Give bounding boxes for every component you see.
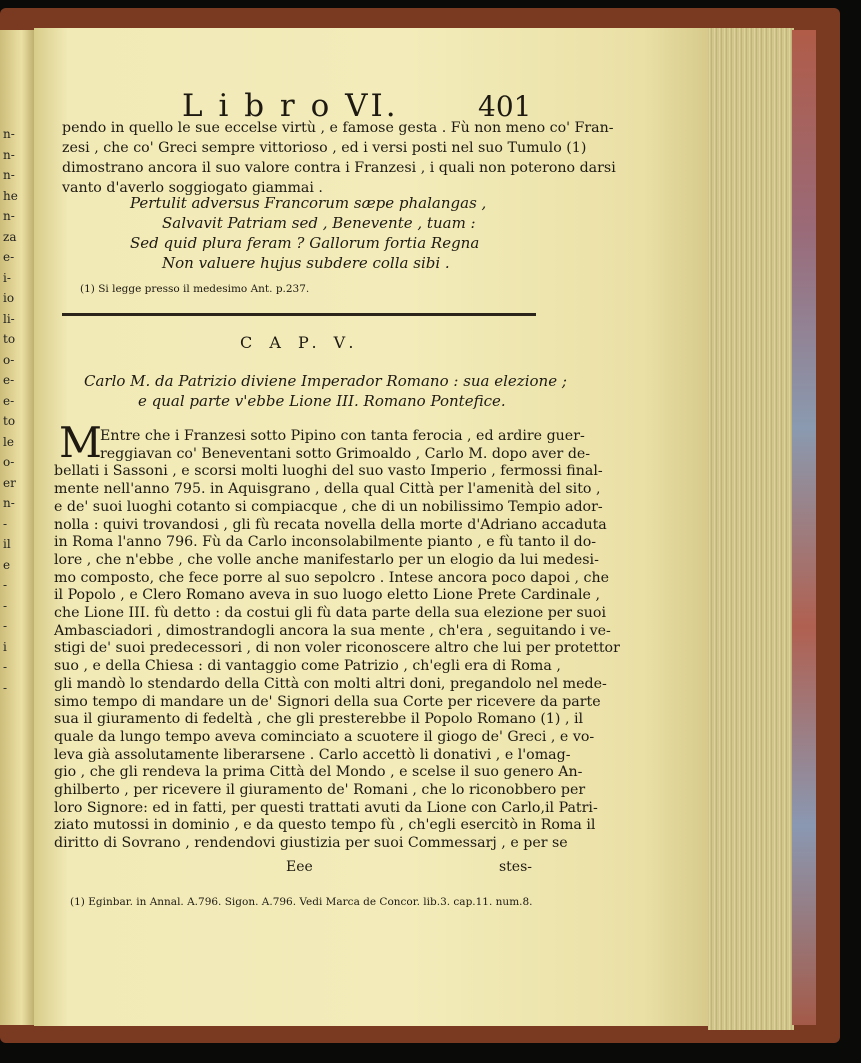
- body-line: nolla : quivi trovandosi , gli fù recata novella della morte d'Adriano accaduta: [54, 516, 607, 533]
- margin-fragment: n-: [3, 147, 15, 162]
- body-line: ghilberto , per ricevere il giuramento de' Romani , che lo riconobbero per: [54, 782, 586, 798]
- body-line: e de' suoi luoghi cotanto si compiacque , che di un nobilissimo Tempio ador-: [54, 498, 603, 515]
- body-line: simo tempo di mandare un de' Signori della sua Corte per ricevere da parte: [54, 693, 601, 710]
- margin-fragment: -: [3, 578, 8, 592]
- margin-fragment: e-: [3, 393, 15, 408]
- body-line: loro Signore: ed in fatti, per questi trattati avuti da Lione con Carlo,il Patri-: [54, 799, 598, 816]
- running-head: L i b r o VI.: [182, 88, 399, 124]
- margin-fragment: il: [3, 537, 11, 551]
- body-line: mente nell'anno 795. in Aquisgrano , della qual Città per l'amenità del sito ,: [54, 481, 601, 498]
- margin-fragment: li-: [3, 311, 15, 326]
- margin-fragment: le: [3, 434, 14, 449]
- verse-line: Non valuere hujus subdere colla sibi .: [162, 254, 450, 272]
- margin-fragment: i-: [3, 270, 11, 285]
- margin-fragment: -: [3, 598, 8, 613]
- top-line: dimostrano ancora il suo valore contra i Franzesi , i quali non poterono darsi: [62, 160, 616, 176]
- margin-fragment: -: [3, 619, 8, 633]
- body-line: leva già assolutamente liberarsene . Carlo accettò li donativi , e l'omag-: [54, 746, 571, 763]
- margin-fragment: n-: [3, 127, 15, 141]
- margin-fragment: e-: [3, 250, 15, 264]
- left-margin-fragments: [3, 124, 35, 698]
- margin-fragment: io: [3, 291, 15, 305]
- body-line: gli mandò lo stendardo della Città con molti altri doni, pregandolo nel mede-: [54, 675, 607, 692]
- body-line: ziato mutossi in dominio , e da questo tempo fù , ch'egli esercitò in Roma il: [54, 817, 596, 834]
- body-line: quale da lungo tempo aveva cominciato a scuotere il giogo de' Greci , e vo-: [54, 728, 595, 745]
- body-line: bellati i Sassoni , e scorsi molti luoghi del suo vasto Imperio , fermossi final-: [54, 463, 603, 480]
- marbled-edge: [792, 30, 816, 1025]
- body-line: sua il giuramento di fedeltà , che gli presterebbe il Popolo Romano (1) , il: [54, 711, 584, 728]
- body-line: reggiavan co' Beneventani sotto Grimoaldo , Carlo M. dopo aver de-: [100, 445, 591, 462]
- footnote: (1) Eginbar. in Annal. A.796. Sigon. A.796. Vedi Marca de Concor. lib.3. cap.11. num.8.: [70, 896, 533, 908]
- margin-fragment: e: [3, 557, 11, 572]
- margin-fragment: -: [3, 660, 8, 674]
- signature-mark: Eee: [286, 859, 313, 875]
- top-line: pendo in quello le sue eccelse virtù , e famose gesta . Fù non meno co' Fran-: [62, 120, 614, 136]
- margin-fragment: to: [3, 332, 16, 346]
- verse-line: Sed quid plura feram ? Gallorum fortia Regna: [130, 234, 480, 252]
- body-line: che Lione III. fù detto : da costui gli fù data parte della sua elezione per suoi: [54, 605, 606, 621]
- margin-fragment: er: [3, 475, 16, 490]
- body-line: lore , che n'ebbe , che volle anche manifestarlo per un elogio da lui medesi-: [54, 551, 599, 568]
- page-block-edges: [708, 28, 794, 1030]
- margin-fragment: o-: [3, 352, 15, 367]
- body-line: Ambasciadori , dimostrandogli ancora la sua mente , ch'era , seguitando i ve-: [54, 622, 611, 639]
- margin-fragment: n-: [3, 209, 15, 223]
- chapter-subtitle: e qual parte v'ebbe Lione III. Romano Pontefice.: [138, 392, 506, 410]
- left-page-edge: [0, 30, 36, 1025]
- catchword: stes-: [499, 859, 533, 875]
- section-rule: [62, 313, 536, 316]
- verse-line: Pertulit adversus Francorum sæpe phalangas ,: [130, 194, 487, 212]
- drop-cap: M: [59, 418, 103, 467]
- chapter-subtitle: Carlo M. da Patrizio diviene Imperador Romano : sua elezione ;: [84, 372, 567, 390]
- margin-fragment: za: [3, 229, 17, 244]
- body-line: mo composto, che fece porre al suo sepolcro . Intese ancora poco dapoi , che: [54, 569, 609, 586]
- margin-fragment: to: [3, 414, 16, 428]
- margin-fragment: e-: [3, 373, 15, 387]
- body-line: Entre che i Franzesi sotto Pipino con tanta ferocia , ed ardire guer-: [100, 428, 585, 444]
- margin-fragment: n-: [3, 168, 15, 182]
- footnote: (1) Si legge presso il medesimo Ant. p.237.: [80, 283, 310, 295]
- body-line: in Roma l'anno 796. Fù da Carlo inconsolabilmente pianto , e fù tanto il do-: [54, 534, 597, 551]
- margin-fragment: he: [3, 188, 18, 203]
- margin-fragment: n-: [3, 496, 15, 510]
- margin-fragment: -: [3, 680, 8, 695]
- body-line: suo , e della Chiesa : di vantaggio come Patrizio , ch'egli era di Roma ,: [54, 658, 561, 675]
- body-line: il Popolo , e Clero Romano aveva in suo luogo eletto Lione Prete Cardinale ,: [54, 587, 600, 604]
- body-line: stigi de' suoi predecessori , di non voler riconoscere altro che lui per protettor: [54, 640, 620, 657]
- chapter-heading: C A P. V.: [240, 333, 360, 352]
- margin-fragment: i: [3, 639, 7, 654]
- top-line: zesi , che co' Greci sempre vittorioso , ed i versi posti nel suo Tumulo (1): [62, 140, 587, 156]
- page-number: 401: [478, 90, 532, 123]
- top-line: vanto d'averlo soggiogato giammai .: [62, 180, 323, 196]
- body-line: gio , che gli rendeva la prima Città del Mondo , e scelse il suo genero An-: [54, 764, 583, 781]
- verse-line: Salvavit Patriam sed , Benevente , tuam :: [162, 214, 476, 232]
- margin-fragment: -: [3, 516, 8, 531]
- margin-fragment: o-: [3, 455, 15, 469]
- body-line: diritto di Sovrano , rendendovi giustizia per suoi Commessarj , e per se: [54, 835, 568, 852]
